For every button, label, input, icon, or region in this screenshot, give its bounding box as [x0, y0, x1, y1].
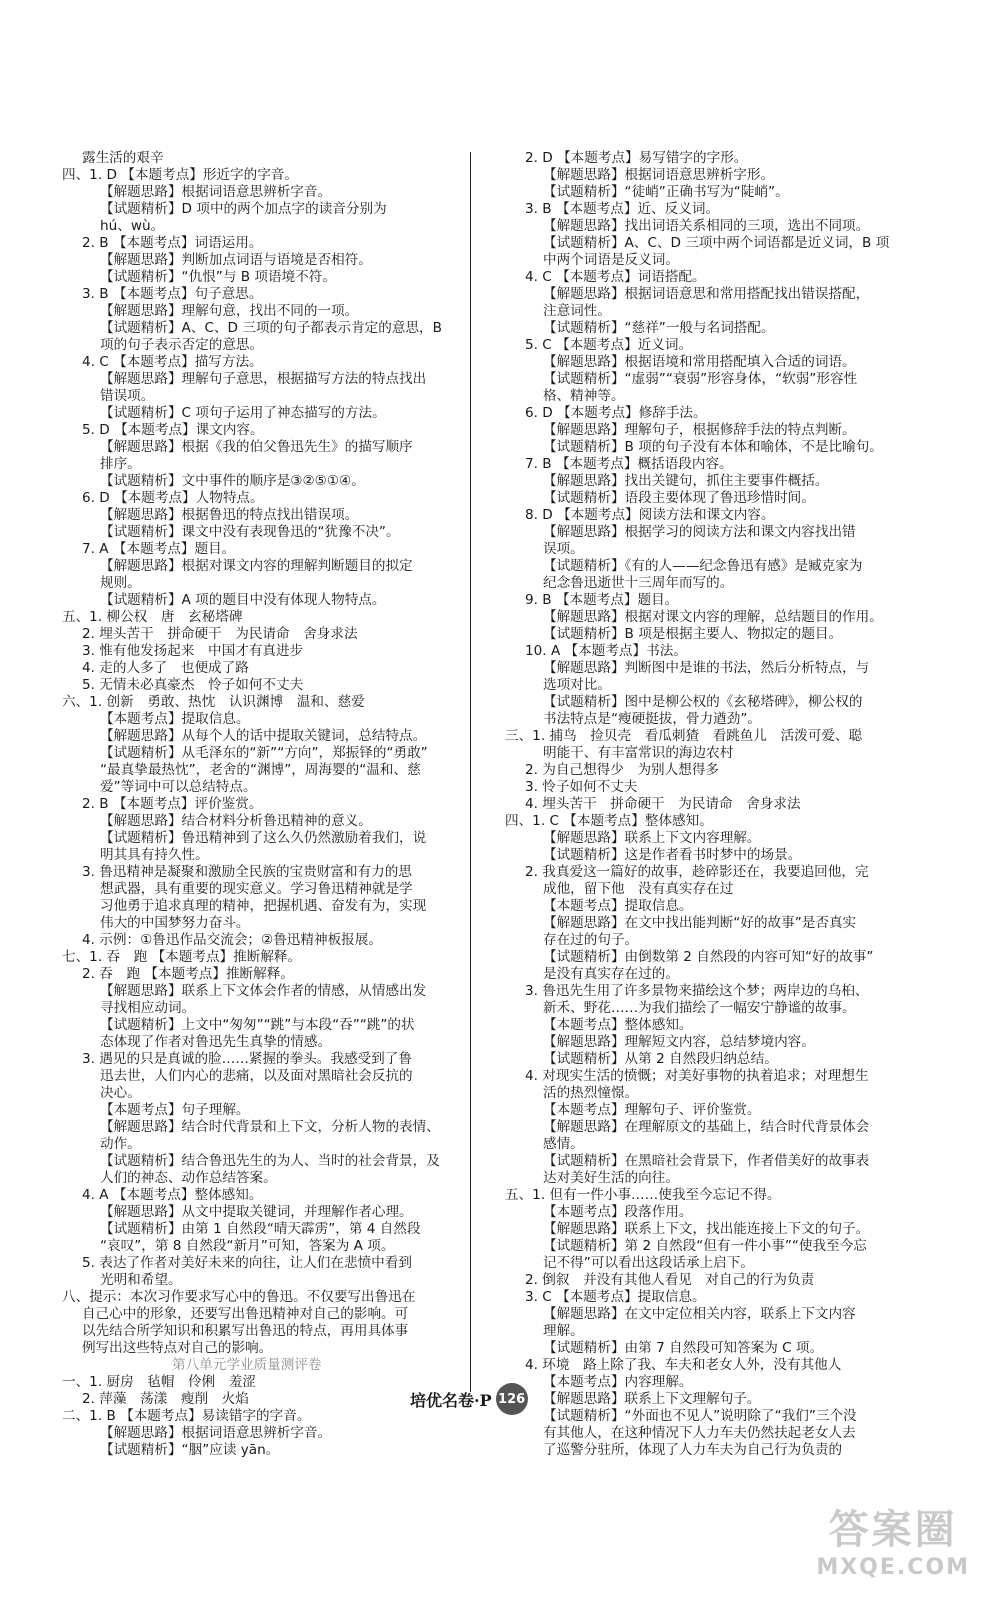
answer-line: 【试题精析】图中是柳公权的《玄秘塔碑》，柳公权的: [543, 694, 863, 710]
answer-line: 【本题考点】整体感知。: [543, 1017, 693, 1033]
answer-line: 【试题精析】从毛泽东的“新”“方向”，郑振铎的“勇敢”: [100, 745, 428, 761]
answer-line: 4. C 【本题考点】词语搭配。: [525, 269, 706, 285]
answer-line: 注意词性。: [543, 303, 611, 319]
answer-line: 【试题精析】“慈祥”一般与名词搭配。: [543, 320, 775, 336]
answer-line: hú、wù。: [100, 218, 165, 234]
answer-line: 3. C 【本题考点】提取信息。: [525, 1289, 706, 1305]
answer-line: 【试题精析】B 项是根据主要人、物拟定的题目。: [543, 626, 843, 642]
answer-line: 【本题考点】提取信息。: [100, 711, 250, 727]
answer-line: 【解题思路】根据词语意思辨析字音。: [100, 1425, 332, 1441]
answer-line: 明其具有持久性。: [100, 847, 209, 863]
answer-line: 【解题思路】判断图中是谁的书法，然后分析特点，与: [543, 660, 870, 676]
answer-line: 【试题精析】“徒峭”正确书写为“陡峭”。: [543, 184, 789, 200]
footer-label: 培优名卷·P: [410, 1390, 492, 1410]
answer-line: 七、1. 吞 跑 【本题考点】推断解释。: [62, 949, 302, 965]
answer-line: 【试题精析】鲁迅精神到了这么久仍然激励着我们，说: [100, 830, 427, 846]
answer-line: 达对美好生活的向往。: [543, 1170, 679, 1186]
answer-line: 2. 为自己想得少 为别人想得多: [525, 762, 720, 778]
answer-line: 【解题思路】根据词语意思辨析字形。: [543, 167, 775, 183]
answer-line: 5. C 【本题考点】近义词。: [525, 337, 693, 353]
answer-line: 【解题思路】在文中定位相关内容，联系上下文内容: [543, 1306, 856, 1322]
answer-line: 【解题思路】找出关键句，抓住主要事件概括。: [543, 473, 829, 489]
answer-line: 【试题精析】D 项中的两个加点字的读音分别为: [100, 201, 387, 217]
answer-line: 了巡警分驻所，体现了人力车夫为自己行为负责的: [543, 1442, 843, 1458]
answer-line: 【试题精析】A、C、D 三项的句子都表示肯定的意思，B: [100, 320, 442, 336]
answer-line: 五、1. 但有一件小事……使我至今忘记不得。: [505, 1187, 781, 1203]
answer-line: 【解题思路】在文中找出能判断“好的故事”是否真实: [543, 915, 857, 931]
answer-line: 9. B 【本题考点】题目。: [525, 592, 679, 608]
answer-line: 【试题精析】在黑暗社会背景下，作者借美好的故事表: [543, 1153, 870, 1169]
answer-line: 寻找相应动词。: [100, 1000, 196, 1016]
answer-line: 【解题思路】根据词语意思和常用搭配找出错误搭配，: [543, 286, 870, 302]
answer-line: 动作。: [100, 1136, 141, 1152]
answer-line: 【解题思路】根据语境和常用搭配填入合适的词语。: [543, 354, 856, 370]
answer-line: 【试题精析】这是作者看书时梦中的场景。: [543, 847, 802, 863]
answer-line: 3. 鲁迅精神是凝聚和激励全民族的宝贵财富和有力的思: [82, 864, 412, 880]
answer-line: 例写出这些特点对自己的影响。: [82, 1340, 273, 1356]
answer-line: 【解题思路】根据学习的阅读方法和课文内容找出错: [543, 524, 856, 540]
answer-line: 【试题精析】“胭”应读 yān。: [100, 1442, 280, 1458]
answer-line: 2. D 【本题考点】易写错字的字形。: [525, 150, 748, 166]
right-column: [505, 150, 910, 1459]
answer-line: 4. C 【本题考点】描写方法。: [82, 354, 263, 370]
answer-line: 4. 对现实生活的愤慨；对美好事物的执着追求；对理想生: [525, 1068, 869, 1084]
answer-line: 【解题思路】联系上下文体会作者的情感，从情感出发: [100, 983, 427, 999]
watermark-url: MXQE.COM: [816, 1555, 970, 1580]
answer-line: 7. B 【本题考点】概括语段内容。: [525, 456, 733, 472]
answer-line: 【解题思路】结合材料分析鲁迅精神的意义。: [100, 813, 372, 829]
answer-line: 8. D 【本题考点】阅读方法和课文内容。: [525, 507, 775, 523]
answer-line: 【试题精析】从第 2 自然段归纳总结。: [543, 1051, 778, 1067]
answer-line: 【解题思路】根据对课文内容的理解，总结题目的作用。: [543, 609, 883, 625]
answer-line: 决心。: [100, 1085, 141, 1101]
answer-line: 二、1. B 【本题考点】易读错字的字音。: [62, 1408, 311, 1424]
answer-line: 【试题精析】文中事件的顺序是③②⑤①④。: [100, 473, 365, 489]
answer-line: 6. D 【本题考点】人物特点。: [82, 490, 264, 506]
answer-line: 八、提示：本次习作要求写心中的鲁迅。不仅要写出鲁迅在: [62, 1289, 416, 1305]
answer-line: 记不得”可以看出这段话承上启下。: [543, 1255, 754, 1271]
answer-line: 排序。: [100, 456, 141, 472]
answer-line: 五、1. 柳公权 唐 玄秘塔碑: [62, 609, 243, 625]
answer-line: 误项。: [543, 541, 584, 557]
answer-line: 6. D 【本题考点】修辞手法。: [525, 405, 707, 421]
answer-line: 5. 无情未必真豪杰 怜子如何不丈夫: [82, 677, 304, 693]
answer-line: 是没有真实存在过的。: [543, 966, 679, 982]
answer-line: 【解题思路】理解短文内容，总结梦境内容。: [543, 1034, 815, 1050]
answer-line: 理解。: [543, 1323, 584, 1339]
answer-line: 露生活的艰辛: [82, 150, 164, 166]
answer-line: 格、精神等。: [543, 388, 625, 404]
answer-line: 【本题考点】内容理解。: [543, 1374, 693, 1390]
answer-line: 10. A 【本题考点】书法。: [525, 643, 687, 659]
answer-line: “最真挚最热忱”，老舍的“渊博”，周海婴的“温和、慈: [100, 762, 421, 778]
left-column: [62, 150, 467, 1459]
answer-line: 3. B 【本题考点】近、反义词。: [525, 201, 720, 217]
column-divider: [470, 152, 471, 1392]
answer-line: 中两个词语是反义词。: [543, 252, 679, 268]
answer-line: 2. 倒叙 并没有其他人看见 对自己的行为负责: [525, 1272, 815, 1288]
answer-line: 三、1. 捕鸟 捡贝壳 看瓜刺猹 看跳鱼儿 活泼可爱、聪: [505, 728, 863, 744]
answer-line: 【试题精析】C 项句子运用了神态描写的方法。: [100, 405, 386, 421]
answer-line: 一、1. 厨房 毡帽 伶俐 羞涩: [62, 1374, 257, 1390]
answer-line: 【试题精析】A 项的题目中没有体现人物特点。: [100, 592, 386, 608]
answer-line: 迅去世，人们内心的悲痛，以及面对黑暗社会反抗的: [100, 1068, 413, 1084]
answer-line: 【解题思路】在理解原文的基础上，结合时代背景体会: [543, 1119, 870, 1135]
answer-line: 4. 环境 路上除了我、车夫和老女人外，没有其他人: [525, 1357, 842, 1373]
answer-line: 【本题考点】理解句子、评价鉴赏。: [543, 1102, 761, 1118]
answer-line: 3. 怜子如何不丈夫: [525, 779, 638, 795]
answer-line: 【试题精析】由第 7 自然段可知答案为 C 项。: [543, 1340, 824, 1356]
answer-line: 【解题思路】根据词语意思辨析字音。: [100, 184, 332, 200]
answer-line: 【试题精析】第 2 自然段“但有一件小事”“使我至今忘: [543, 1238, 867, 1254]
answer-line: 人们的神态、动作总结答案。: [100, 1170, 277, 1186]
answer-line: 【解题思路】联系上下文理解句子。: [543, 1391, 761, 1407]
answer-line: 爱”等词中可以总结特点。: [100, 779, 257, 795]
answer-line: 自己心中的形象，还要写出鲁迅精神对自己的影响。可: [82, 1306, 409, 1322]
answer-line: “哀叹”，第 8 自然段“新月”可知，答案为 A 项。: [100, 1238, 395, 1254]
answer-line: 四、1. D 【本题考点】形近字的字音。: [62, 167, 298, 183]
page-footer: [410, 1383, 528, 1415]
answer-line: 【解题思路】找出词语关系相同的三项，选出不同项。: [543, 218, 870, 234]
answer-line: 4. 走的人多了 也便成了路: [82, 660, 249, 676]
answer-line: 2. 吞 跑 【本题考点】推断解释。: [82, 966, 294, 982]
answer-line: 想武器，具有重要的现实意义。学习鲁迅精神就是学: [100, 881, 413, 897]
answer-line: 新禾、野花……为我们描绘了一幅安宁静谧的故事。: [543, 1000, 856, 1016]
answer-line: 【解题思路】根据鲁迅的特点找出错误项。: [100, 507, 359, 523]
answer-line: 【本题考点】段落作用。: [543, 1204, 693, 1220]
answer-line: 【试题精析】“仇恨”与 B 项语境不符。: [100, 269, 336, 285]
answer-line: 2. B 【本题考点】词语运用。: [82, 235, 263, 251]
answer-line: 感情。: [543, 1136, 584, 1152]
answer-line: 【试题精析】“虚弱”“衰弱”形容身体，“软弱”形容性: [543, 371, 858, 387]
answer-line: 【试题精析】课文中没有表现鲁迅的“犹豫不决”。: [100, 524, 400, 540]
answer-line: 【试题精析】上文中“匆匆”“跳”与本段“吞”“跳”的状: [100, 1017, 415, 1033]
answer-line: 2. 埋头苦干 拼命硬干 为民请命 舍身求法: [82, 626, 358, 642]
answer-line: 选项对比。: [543, 677, 611, 693]
answer-line: 成他，留下他 没有真实存在过: [543, 881, 734, 897]
answer-line: 【试题精析】由第 1 自然段“晴天霹雳”，第 4 自然段: [100, 1221, 421, 1237]
answer-line: 【解题思路】联系上下文，找出能连接上下文的句子。: [543, 1221, 870, 1237]
answer-line: 【解题思路】联系上下文内容理解。: [543, 830, 761, 846]
answer-line: 六、1. 创新 勇敢、热忱 认识渊博 温和、慈爱: [62, 694, 365, 710]
answer-line: 【试题精析】B 项的句子没有本体和喻体，不是比喻句。: [543, 439, 883, 455]
answer-line: 2. 萍藻 荡漾 瘦削 火焰: [82, 1391, 249, 1407]
answer-line: 【解题思路】根据对课文内容的理解判断题目的拟定: [100, 558, 413, 574]
answer-line: 【本题考点】提取信息。: [543, 898, 693, 914]
answer-line: 【试题精析】A、C、D 三项中两个词语都是近义词，B 项: [543, 235, 890, 251]
answer-line: 错误项。: [100, 388, 155, 404]
answer-line: 【本题考点】句子理解。: [100, 1102, 250, 1118]
answer-line: 光明和希望。: [100, 1272, 182, 1288]
answer-line: 规则。: [100, 575, 141, 591]
answer-line: 以先结合所学知识和积累写出鲁迅的特点，再用具体事: [82, 1323, 409, 1339]
answer-line: 【解题思路】结合时代背景和上下文，分析人物的表情、: [100, 1119, 440, 1135]
watermark: [816, 1498, 970, 1580]
answer-line: 【解题思路】根据《我的伯父鲁迅先生》的描写顺序: [100, 439, 413, 455]
answer-line: 7. A 【本题考点】题目。: [82, 541, 236, 557]
answer-line: 习他勇于追求真理的精神，把握机遇、奋发有为，实现: [100, 898, 427, 914]
answer-line: 2. 我真爱这一篇好的故事，趁碎影还在，我要追回他，完: [525, 864, 869, 880]
answer-line: 【解题思路】从文中提取关键词，并理解作者心理。: [100, 1204, 413, 1220]
answer-line: 3. B 【本题考点】句子意思。: [82, 286, 263, 302]
answer-line: 【解题思路】理解句意，找出不同的一项。: [100, 303, 359, 319]
watermark-logo: 答案圈: [828, 1507, 958, 1553]
answer-line: 5. 表达了作者对美好未来的向往，让人们在悲愤中看到: [82, 1255, 412, 1271]
answer-line: 伟大的中国梦努力奋斗。: [100, 915, 250, 931]
answer-line: 【试题精析】由倒数第 2 自然段的内容可知“好的故事”: [543, 949, 874, 965]
answer-line: 存在过的句子。: [543, 932, 639, 948]
answer-line: 【解题思路】从每个人的话中提取关键词，总结特点。: [100, 728, 427, 744]
answer-line: 【试题精析】《有的人——纪念鲁迅有感》是臧克家为: [543, 558, 863, 574]
answer-line: 明能干、有丰富常识的海边农村: [543, 745, 734, 761]
answer-line: 【试题精析】“外面也不见人”说明除了“我们”三个没: [543, 1408, 857, 1424]
answer-line: 态体现了作者对鲁迅先生真挚的情感。: [100, 1034, 332, 1050]
section-title: 第八单元学业质量测评卷: [172, 1357, 322, 1373]
answer-line: 活的热烈憧憬。: [543, 1085, 639, 1101]
answer-line: 项的句子表示否定的意思。: [100, 337, 264, 353]
answer-line: 3. 遇见的只是真诚的脸……紧握的拳头。我感受到了鲁: [82, 1051, 412, 1067]
answer-line: 四、1. C 【本题考点】整体感知。: [505, 813, 713, 829]
answer-line: 5. D 【本题考点】课文内容。: [82, 422, 264, 438]
answer-line: 4. A 【本题考点】整体感知。: [82, 1187, 263, 1203]
answer-line: 【解题思路】理解句子意思，根据描写方法的特点找出: [100, 371, 427, 387]
answer-line: 3. 惟有他发扬起来 中国才有真进步: [82, 643, 304, 659]
answer-line: 【解题思路】判断加点词语与语境是否相符。: [100, 252, 372, 268]
answer-line: 3. 鲁迅先生用了许多景物来描绘这个梦；两岸边的乌桕、: [525, 983, 869, 999]
answer-line: 4. 示例：①鲁迅作品交流会；②鲁迅精神板报展。: [82, 932, 382, 948]
answer-line: 【试题精析】语段主要体现了鲁迅珍惜时间。: [543, 490, 815, 506]
answer-line: 4. 埋头苦干 拼命硬干 为民请命 舍身求法: [525, 796, 801, 812]
page-number: 126: [496, 1383, 528, 1415]
answer-line: 【试题精析】结合鲁迅先生的为人、当时的社会背景，及: [100, 1153, 440, 1169]
answer-line: 【解题思路】理解句子，根据修辞手法的特点判断。: [543, 422, 856, 438]
answer-line: 纪念鲁迅逝世十三周年而写的。: [543, 575, 734, 591]
answer-line: 书法特点是“瘦硬挺拔，骨力遒劲”。: [543, 711, 761, 727]
answer-line: 2. B 【本题考点】评价鉴赏。: [82, 796, 263, 812]
answer-line: 有其他人，在这种情况下人力车夫仍然扶起老女人去: [543, 1425, 856, 1441]
